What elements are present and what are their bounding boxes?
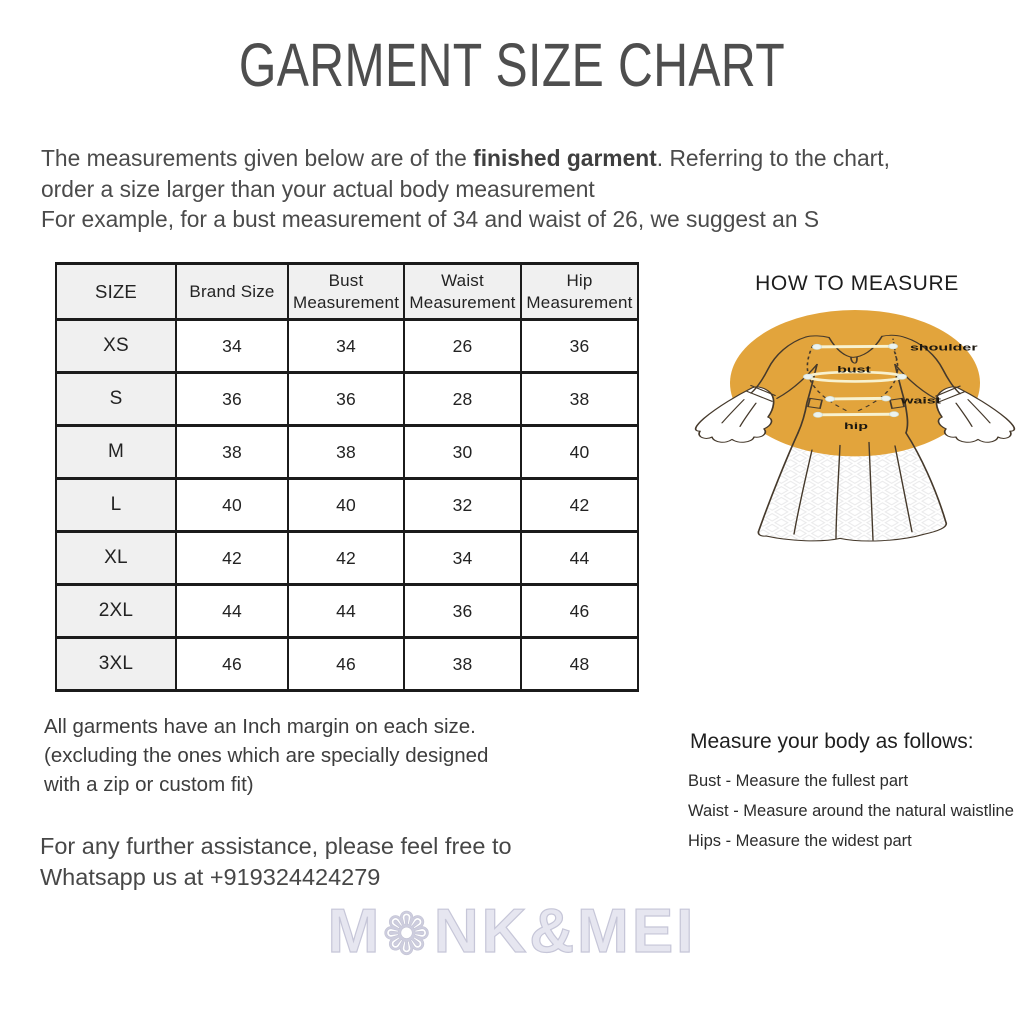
measure-item-bust: Bust - Measure the fullest part xyxy=(688,772,909,790)
hip-label: hip xyxy=(843,420,869,431)
hip-value: 42 xyxy=(521,479,638,532)
col-header-size: SIZE xyxy=(56,264,176,320)
brand-size-value: 42 xyxy=(176,532,288,585)
bust-value: 38 xyxy=(288,426,404,479)
assistance-line2: Whatsapp us at +919324424279 xyxy=(40,863,381,890)
measure-dot xyxy=(882,396,891,401)
hip-value: 38 xyxy=(521,373,638,426)
size-table-header-row xyxy=(56,264,638,320)
measure-circle-background xyxy=(730,310,980,456)
assistance-note xyxy=(40,831,640,892)
bust-label: bust xyxy=(837,364,871,375)
bust-value: 46 xyxy=(288,638,404,691)
waist-value: 38 xyxy=(404,638,521,691)
waist-measure-line xyxy=(830,398,886,399)
table-row-2xl xyxy=(56,585,638,638)
intro-line2: order a size larger than your actual body measurement xyxy=(41,175,595,202)
page-title: GARMENT SIZE CHART xyxy=(238,31,786,99)
size-label: M xyxy=(56,426,176,479)
table-row-xs xyxy=(56,320,638,373)
waist-label: waist xyxy=(900,395,942,406)
intro-line3: For example, for a bust measurement of 34 and waist of 26, we suggest an S xyxy=(41,206,820,232)
measure-dot xyxy=(890,412,899,417)
measure-dot xyxy=(814,412,823,417)
brand-size-value: 40 xyxy=(176,479,288,532)
col-header-waist: Waist Measurement xyxy=(404,264,521,320)
waist-value: 28 xyxy=(404,373,521,426)
intro-line1-bold: finished garment xyxy=(473,145,657,171)
waist-value: 34 xyxy=(404,532,521,585)
logo-text-right: NK&MEI xyxy=(433,897,697,966)
measure-dot xyxy=(813,344,822,349)
measure-item-waist: Waist - Measure around the natural waistline xyxy=(688,802,1014,820)
garment-margin-note xyxy=(44,712,604,799)
table-row-xl xyxy=(56,532,638,585)
col-header-bust: Bust Measurement xyxy=(288,264,404,320)
table-row-l xyxy=(56,479,638,532)
note-line3: with a zip or custom fit) xyxy=(44,773,254,796)
brand-size-value: 46 xyxy=(176,638,288,691)
how-to-measure-title: HOW TO MEASURE xyxy=(755,272,959,295)
bust-value: 40 xyxy=(288,479,404,532)
intro-line1-post: . Referring to the chart, xyxy=(656,145,890,171)
size-table xyxy=(55,262,639,692)
table-row-3xl xyxy=(56,638,638,691)
hip-value: 48 xyxy=(521,638,638,691)
brand-size-value: 38 xyxy=(176,426,288,479)
measure-item-hips: Hips - Measure the widest part xyxy=(688,832,912,850)
brand-logo xyxy=(0,896,1024,968)
hip-measure-line xyxy=(818,414,894,415)
col-header-brand-size: Brand Size xyxy=(176,264,288,320)
brand-size-value: 44 xyxy=(176,585,288,638)
brand-size-value: 34 xyxy=(176,320,288,373)
col-header-hip: Hip Measurement xyxy=(521,264,638,320)
mandala-flower-icon: ❁ xyxy=(382,902,434,967)
intro-paragraph xyxy=(41,143,1001,235)
hip-value: 44 xyxy=(521,532,638,585)
waist-value: 36 xyxy=(404,585,521,638)
hip-value: 36 xyxy=(521,320,638,373)
note-line2: (excluding the ones which are specially designed xyxy=(44,744,489,767)
measure-dot xyxy=(826,396,835,401)
size-label: S xyxy=(56,373,176,426)
brand-size-value: 36 xyxy=(176,373,288,426)
bust-value: 44 xyxy=(288,585,404,638)
waist-value: 26 xyxy=(404,320,521,373)
bust-value: 42 xyxy=(288,532,404,585)
hip-value: 46 xyxy=(521,585,638,638)
dress-measure-illustration xyxy=(690,300,1024,724)
bust-value: 34 xyxy=(288,320,404,373)
logo-text-left: M xyxy=(327,897,383,966)
shoulder-measure-line xyxy=(817,346,893,347)
waist-value: 32 xyxy=(404,479,521,532)
assistance-line1: For any further assistance, please feel free to xyxy=(40,833,512,859)
shoulder-label: shoulder xyxy=(910,341,978,353)
size-label: 2XL xyxy=(56,585,176,638)
hip-value: 40 xyxy=(521,426,638,479)
intro-line1-pre: The measurements given below are of the xyxy=(41,145,474,171)
note-line1: All garments have an Inch margin on each size. xyxy=(44,715,476,738)
measure-body-title: Measure your body as follows: xyxy=(690,730,974,753)
table-row-m xyxy=(56,426,638,479)
size-label: L xyxy=(56,479,176,532)
waist-value: 30 xyxy=(404,426,521,479)
measure-body-list xyxy=(688,766,1024,856)
size-label: XS xyxy=(56,320,176,373)
measure-dot xyxy=(804,374,813,379)
measure-dot xyxy=(889,344,898,349)
measure-dot xyxy=(898,374,907,379)
table-row-s xyxy=(56,373,638,426)
size-label: XL xyxy=(56,532,176,585)
bust-value: 36 xyxy=(288,373,404,426)
size-label: 3XL xyxy=(56,638,176,691)
